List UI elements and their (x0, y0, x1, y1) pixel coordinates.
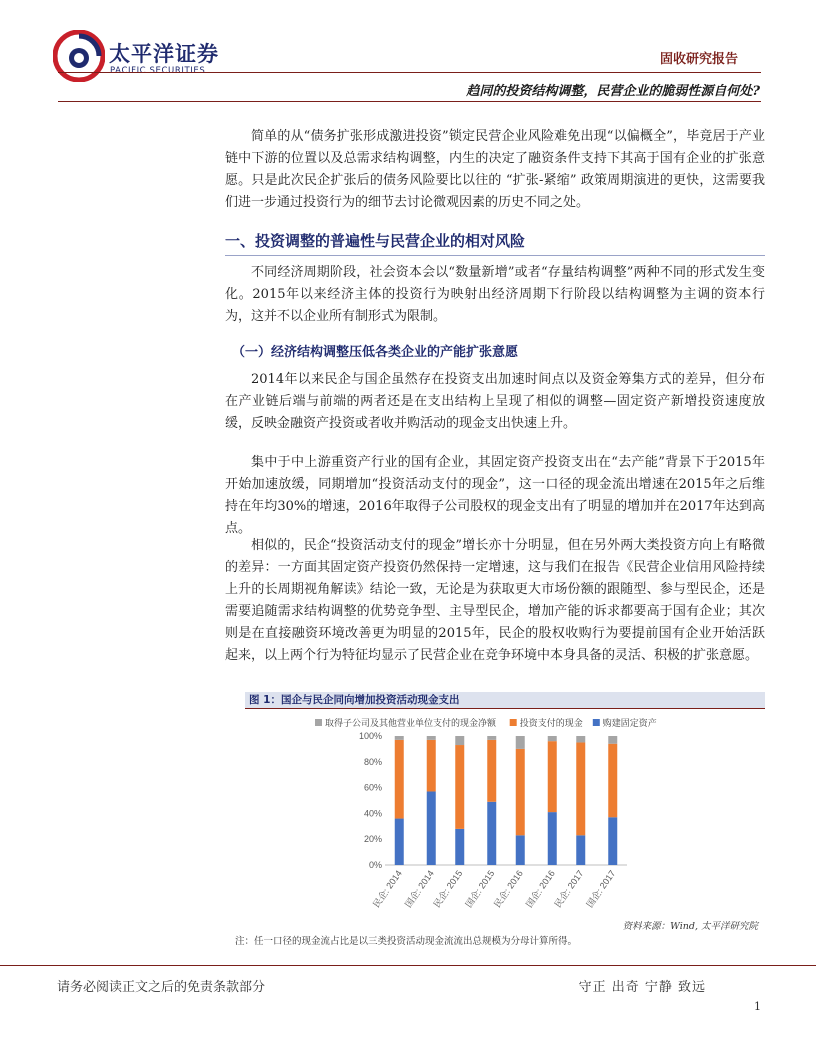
company-logo (53, 30, 223, 86)
body-paragraph-1: 2014年以来民企与国企虽然存在投资支出加速时间点以及资金筹集方式的差异，但分布在产业链后端与前端的两者还是在支出结构上呈现了相似的调整—固定资产新增投资速度放缓，反映金融资产投资或者收并购活动的现金支出快速上升。 (225, 372, 765, 431)
figure-note: 注：任一口径的现金流占比是以三类投资活动现金流流出总规模为分母计算所得。 (235, 936, 578, 947)
bar-segment (427, 740, 436, 792)
footer-divider (0, 965, 816, 966)
report-title: 趋同的投资结构调整，民营企业的脆弱性源自何处? (466, 84, 760, 99)
intro-paragraph: 简单的从“债务扩张形成激进投资”锁定民营企业风险难免出现“以偏概全”，毕竟居于产业链中下游的位置以及总需求结构调整，内生的决定了融资条件支持下其高于国有企业的扩张意愿。只是此次民企扩张后的债务风险要比以往的 “扩张-紧缩” 政策周期演进的更快，这需要我们进一步通过投资行为的细节去讨论微观因素的历史不同之处。 (225, 129, 765, 210)
y-tick-label: 20% (363, 834, 382, 845)
bar-segment (608, 736, 617, 744)
report-type: 固收研究报告 (659, 52, 738, 67)
bar-segment (455, 736, 464, 745)
x-tick-label: 民企: 2017 (552, 868, 586, 910)
bar-segment (395, 740, 404, 819)
figure-source: 资料来源：Wind, 太平洋研究院 (622, 921, 758, 932)
logo-english-name: PACIFIC SECURITIES (110, 66, 206, 76)
bar-segment (548, 741, 557, 812)
bar-segment (548, 736, 557, 741)
y-tick-label: 80% (363, 756, 382, 767)
bar-segment (516, 749, 525, 835)
disclaimer-text: 请务必阅读正文之后的免责条款部分 (57, 980, 266, 995)
bar-segment (455, 829, 464, 865)
bar-segment (395, 736, 404, 740)
bar-segment (576, 742, 585, 835)
x-tick-label: 民企: 2016 (492, 868, 525, 910)
header-divider (58, 72, 761, 73)
bar-segment (516, 835, 525, 865)
page-number: 1 (754, 1000, 761, 1013)
x-tick-label: 国企: 2016 (524, 868, 557, 910)
y-tick-label: 40% (363, 808, 382, 819)
section-heading: 一、投资调整的普遍性与民营企业的相对风险 (225, 230, 765, 256)
legend-swatch (593, 719, 600, 726)
logo-chinese-name: 太平洋证券 (109, 42, 219, 66)
bar-segment (608, 817, 617, 865)
legend-label: 取得子公司及其他营业单位支付的现金净额 (325, 718, 497, 728)
section-paragraph: 不同经济周期阶段，社会资本会以“数量新增”或者“存量结构调整”两种不同的形式发生变化。2015年以来经济主体的投资行为映射出经济周期下行阶段以结构调整为主调的资本行为，这并不以企业所有制形式为限制。 (225, 265, 765, 324)
x-tick-label: 国企: 2014 (403, 868, 436, 910)
bar-segment (576, 835, 585, 865)
bar-segment (395, 819, 404, 865)
subsection-heading: （一）经济结构调整压低各类企业的产能扩张意愿 (232, 345, 519, 360)
legend-label: 购建固定资产 (602, 718, 657, 728)
bar-segment (487, 802, 496, 865)
bar-segment (427, 791, 436, 865)
y-tick-label: 100% (358, 731, 382, 741)
legend-swatch (315, 719, 322, 726)
x-tick-label: 国企: 2017 (584, 868, 618, 910)
bar-segment (608, 744, 617, 818)
stacked-bar-chart (245, 712, 765, 922)
bar-segment (455, 745, 464, 829)
bar-segment (548, 812, 557, 865)
x-tick-label: 民企: 2015 (431, 868, 465, 910)
legend-label: 投资支付的现金 (519, 718, 583, 728)
header-divider-secondary (58, 101, 761, 102)
bar-segment (487, 736, 496, 740)
bar-segment (576, 736, 585, 742)
legend-swatch (510, 719, 517, 726)
figure-title: 图 1：国企与民企同向增加投资活动现金支出 (245, 692, 765, 709)
body-paragraph-2: 集中于中上游重资产行业的国有企业，其固定资产投资支出在“去产能”背景下于2015年开始加速放缓，同期增加“投资活动支付的现金”，这一口径的现金流出增速在2015年之后维持在年均30%的增速，2016年取得子公司股权的现金支出有了明显的增加并在2017年达到高点。 (225, 455, 765, 536)
bar-segment (427, 736, 436, 740)
y-tick-label: 0% (368, 860, 382, 870)
logo-emblem-icon (53, 30, 105, 82)
y-tick-label: 60% (363, 782, 382, 793)
body-paragraph-3: 相似的，民企“投资活动支付的现金”增长亦十分明显，但在另外两大类投资方向上有略微的差异：一方面其固定资产投资仍然保持一定增速，这与我们在报告《民营企业信用风险持续上升的长周期视角解读》结论一致，无论是为获取更大市场份额的跟随型、参与型民企，还是需要追随需求结构调整的优势竞争型、主导型民企，增加产能的诉求都要高于国有企业；其次则是在直接融资环境改善更为明显的2015年，民企的股权收购行为要提前国有企业开始活跃起来，以上两个行为特征均显示了民营企业在竞争环境中本身具备的灵活、积极的扩张意愿。 (225, 538, 765, 663)
bar-segment (516, 736, 525, 749)
company-motto: 守正 出奇 宁静 致远 (578, 980, 706, 995)
bar-segment (487, 740, 496, 802)
x-tick-label: 民企: 2014 (371, 868, 404, 910)
x-tick-label: 国企: 2015 (463, 868, 497, 910)
